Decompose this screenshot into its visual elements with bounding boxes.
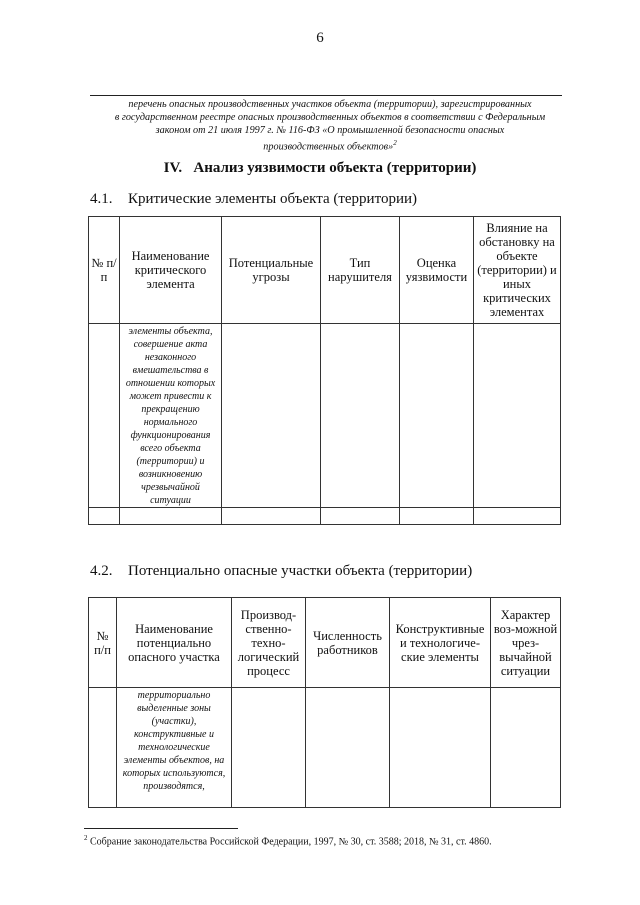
footnote-mark: 2 — [84, 834, 88, 842]
table-cell — [321, 324, 400, 508]
footnote-rule — [84, 828, 238, 829]
column-header: Численность работников — [306, 598, 390, 688]
note-line — [95, 137, 565, 153]
column-header: Оценка уязвимости — [400, 217, 474, 324]
table-cell — [222, 324, 321, 508]
subsection-title: Критические элементы объекта (территории) — [128, 191, 417, 207]
table-cell — [232, 688, 306, 808]
table-cell — [89, 508, 120, 525]
table-cell — [474, 508, 561, 525]
table-cell — [120, 508, 222, 525]
note-line: законом от 21 июля 1997 г. № 116-ФЗ «О промышленной безопасности опасных — [155, 125, 505, 136]
top-rule — [90, 95, 562, 96]
table-cell — [89, 688, 117, 808]
column-header: Производ-ственно-техно-логический процесс — [232, 598, 306, 688]
subsection-title: Потенциально опасные участки объекта (территории) — [128, 563, 473, 579]
note-line: перечень опасных производственных участков объекта (территории), зарегистрированных — [128, 99, 532, 110]
subsection-4-1-heading — [90, 191, 417, 208]
column-header: Конструктивные и технологиче-ские элементы — [390, 598, 491, 688]
top-note — [95, 98, 565, 153]
column-header: № п/п — [89, 217, 120, 324]
table-cell — [474, 324, 561, 508]
page-number: 6 — [316, 30, 324, 46]
table-row — [89, 508, 561, 525]
section-title: IV. Анализ уязвимости объекта (территории) — [163, 160, 477, 176]
footnote-text: Собрание законодательства Российской Федерации, 1997, № 30, ст. 3588; 2018, № 31, ст. 4860. — [90, 836, 492, 848]
column-header: Наименование критического элемента — [120, 217, 222, 324]
table-cell — [390, 688, 491, 808]
column-header: Потенциальные угрозы — [222, 217, 321, 324]
table-header-row — [89, 217, 561, 324]
table-row — [89, 324, 561, 508]
hazardous-areas-table — [88, 597, 561, 808]
column-header: Влияние на обстановку на объекте (территории) и иных критических элементах — [474, 217, 561, 324]
table-header-row — [89, 598, 561, 688]
row-description: территориально выделенные зоны (участки), конструктивные и технологические элементы объектов, на которых используются, производятся, — [117, 688, 232, 808]
subsection-number: 4.1. — [90, 191, 113, 207]
table-cell — [222, 508, 321, 525]
subsection-number: 4.2. — [90, 563, 113, 579]
column-header: Характер воз-можной чрез-вычайной ситуации — [491, 598, 561, 688]
table-cell — [491, 688, 561, 808]
table-cell — [89, 324, 120, 508]
footnote — [84, 834, 492, 847]
table-cell — [400, 324, 474, 508]
table-cell — [400, 508, 474, 525]
footnote-ref: 2 — [393, 139, 397, 147]
column-header: № п/п — [89, 598, 117, 688]
column-header: Тип нарушителя — [321, 217, 400, 324]
column-header: Наименование потенциально опасного участка — [117, 598, 232, 688]
subsection-4-2-heading — [90, 563, 472, 580]
critical-elements-table — [88, 216, 561, 525]
table-cell — [306, 688, 390, 808]
table-cell — [321, 508, 400, 525]
table-row — [89, 688, 561, 808]
note-line-text: производственных объектов» — [263, 141, 394, 153]
row-description: элементы объекта, совершение акта незаконного вмешательства в отношении которых может привести к прекращению нормального функционирования всего объекта (территории) и возникновению чрезвычайной ситуации — [120, 324, 222, 508]
note-line: в государственном реестре опасных производственных объектов в соответствии с Федеральным — [114, 112, 546, 123]
